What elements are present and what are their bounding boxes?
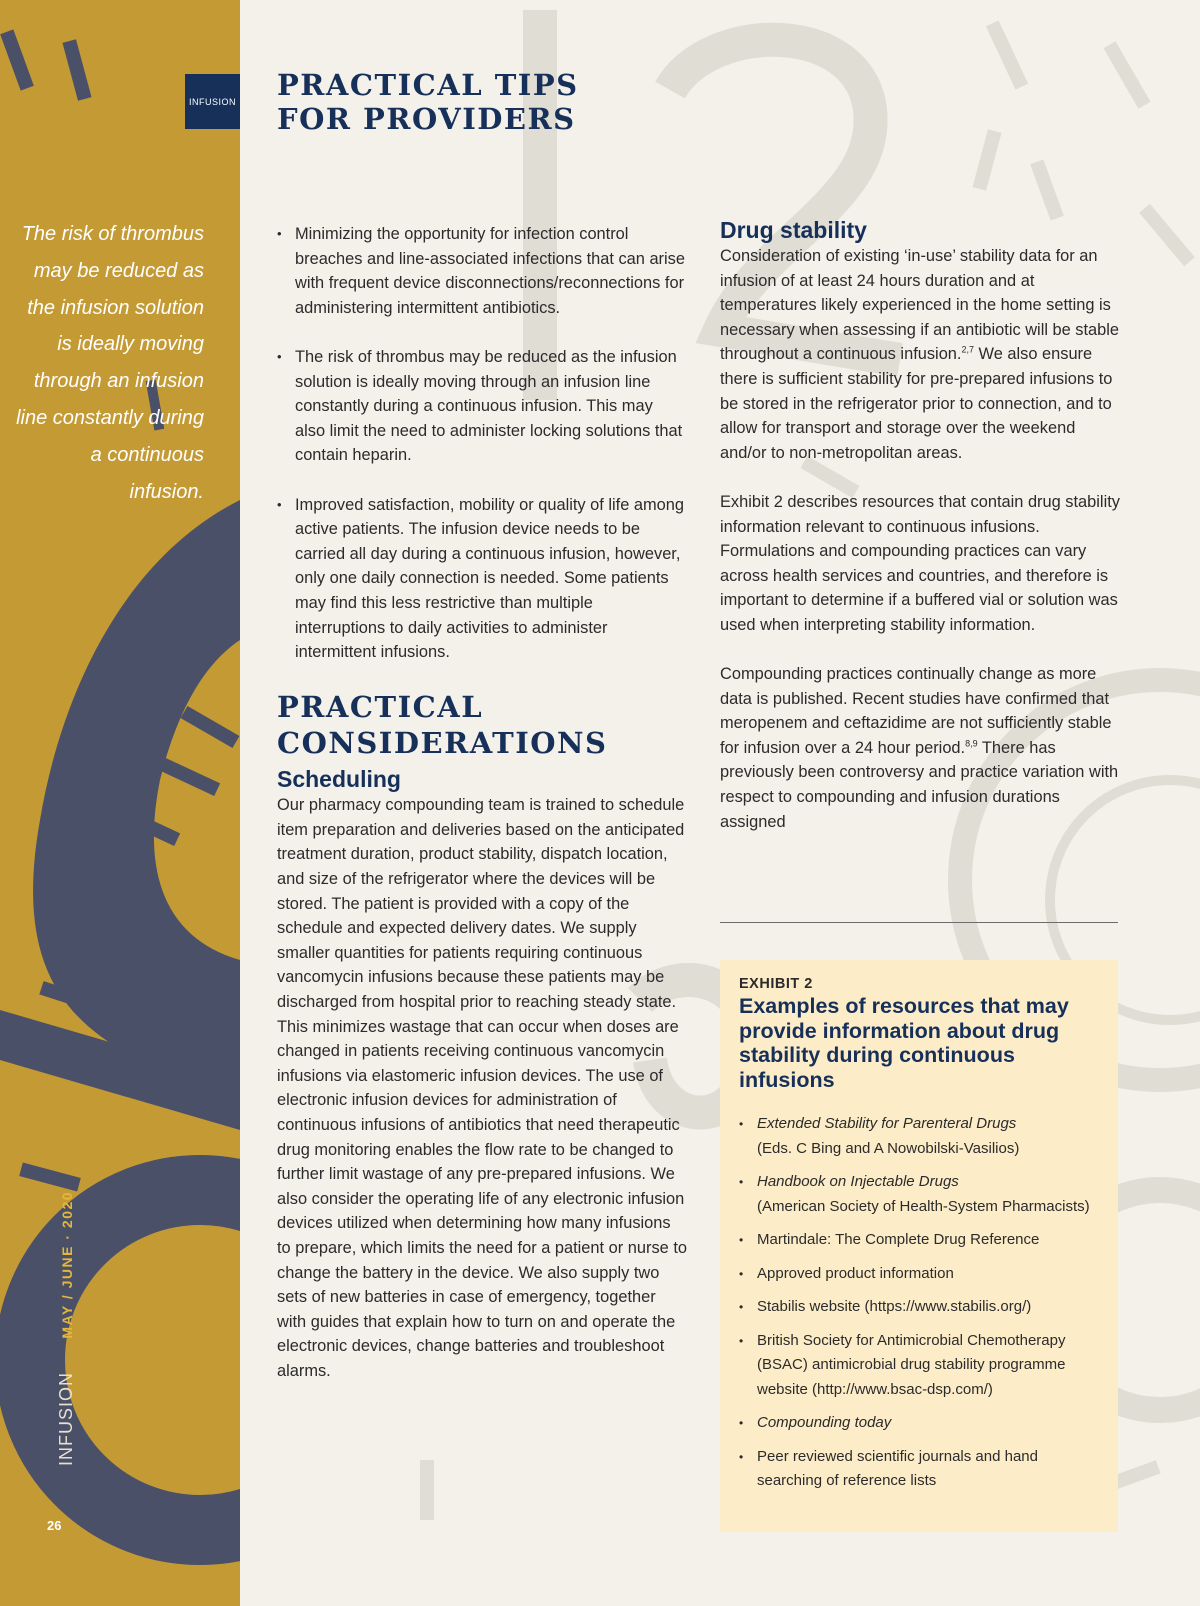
brand-wordmark: INFUSION [56, 1371, 76, 1466]
stability-paragraph-3 [720, 662, 1125, 834]
resource-item: • Approved product information [739, 1262, 1100, 1287]
tips-list [277, 222, 687, 665]
title-line-1: PRACTICAL TIPS [277, 68, 579, 102]
citation-ref: 8,9 [965, 738, 978, 749]
resource-item [739, 1411, 1100, 1436]
page-number: 26 [47, 1518, 62, 1533]
scheduling-paragraph: Our pharmacy compounding team is trained to schedule item preparation and deliveries based on the anticipated treatment duration, product stability, dispatch location, and size of the refrigerator where the devices will be stored. The patient is provided with a copy of the schedule and expected delivery dates. We supply smaller quantities for patients requiring continuous vancomycin infusions because these patients may be discharged from hospital prior to reaching steady state. This minimizes wastage that can occur when doses are changed in patients receiving continuous vancomycin infusions via elastomeric infusion devices. The use of electronic infusion devices for administration of continuous infusions of antibiotics that need therapeutic drug monitoring enables the flow rate to be changed to further limit wastage of any pre-prepared infusions. We also consider the operating life of any electronic infusion devices utilized when determining how many infusions to prepare, which limits the need for a patient or nurse to change the battery in the device. We also supply two sets of new batteries in case of emergency, together with guides that explain how to turn on and operate the electronic devices, change batteries and troubleshoot alarms. [277, 796, 687, 1380]
resource-detail: (Eds. C Bing and A Nowobilski-Vasilios) [757, 1139, 1020, 1157]
resource-item: • Stabilis website (https://www.stabilis.org/) [739, 1295, 1100, 1320]
vertical-brand [56, 1191, 77, 1494]
citation-ref: 2,7 [961, 344, 974, 355]
resource-detail: (American Society of Health-System Pharmacists) [757, 1197, 1090, 1215]
pull-quote: The risk of thrombus may be reduced as the infusion solution is ideally moving through an infusion line constantly during a continuous infusion. [16, 223, 204, 503]
stability-text: We also ensure there is sufficient stability for pre-prepared infusions to be stored in the refrigerator prior to connection, and to allow for transport and storage over the weekend and/or to non-metropolitan areas. [720, 345, 1113, 462]
main-content [240, 0, 1200, 1606]
section-title-line-1: PRACTICAL [277, 690, 484, 725]
exhibit-title: Examples of resources that may provide information about drug stability during continuous infusions [739, 994, 1069, 1092]
exhibit-box [720, 960, 1118, 1532]
tip-item: • Improved satisfaction, mobility or quality of life among active patients. The infusion device needs to be carried all day during a continuous infusion, however, only one daily connection is needed. Some patients may find this less restrictive than multiple interruptions to daily activities to administer intermittent infusions. [277, 493, 687, 665]
stability-paragraph-1 [720, 244, 1125, 465]
sidebar [0, 0, 240, 1606]
left-column [277, 222, 687, 1408]
resource-title: Compounding today [757, 1414, 892, 1431]
right-column [720, 216, 1125, 859]
drug-stability-subhead: Drug stability [720, 217, 867, 243]
stability-text: There has previously been controversy and practice variation with respect to compounding and infusion durations assigned [720, 738, 1119, 831]
resource-title: Extended Stability for Parenteral Drugs [757, 1115, 1017, 1132]
infusion-logo: INFUSION [185, 74, 240, 129]
resource-item [739, 1112, 1100, 1161]
scheduling-subhead: Scheduling [277, 766, 401, 793]
tip-item: • Minimizing the opportunity for infection control breaches and line-associated infections that can arise with frequent device disconnections/reconnections for administering intermittent antibiotics. [277, 222, 687, 320]
resource-item: • British Society for Antimicrobial Chemotherapy (BSAC) antimicrobial drug stability programme website (http://www.bsac-dsp.com/) [739, 1329, 1100, 1403]
resource-item: • Peer reviewed scientific journals and hand searching of reference lists [739, 1445, 1100, 1494]
issue-date: MAY / JUNE · 2020 [59, 1190, 75, 1339]
exhibit-label: EXHIBIT 2 [739, 976, 813, 992]
resource-list [739, 1112, 1100, 1494]
stability-paragraph-2: Exhibit 2 describes resources that contain drug stability information relevant to continuous infusions. Formulations and compounding practices can vary across health services and countries, and therefore is important to determine if a buffered vial or solution was used when interpreting stability information. [720, 492, 1120, 634]
section-divider [720, 922, 1118, 923]
tip-item: • The risk of thrombus may be reduced as the infusion solution is ideally moving through an infusion line constantly during a continuous infusion. This may also limit the need to administer locking solutions that contain heparin. [277, 345, 687, 468]
stability-text: Compounding practices continually change as more data is published. Recent studies have confirmed that meropenem and ceftazidime are not sufficiently stable for infusion over a 24 hour period. [720, 665, 1112, 757]
page-title [277, 68, 579, 136]
section-title-line-2: CONSIDERATIONS [277, 726, 608, 761]
section-title [277, 689, 687, 761]
stability-text: Consideration of existing ‘in-use’ stability data for an infusion of at least 24 hours duration and at temperatures likely experienced in the home setting is necessary when assessing if an antibiotic will be stable throughout a continuous infusion. [720, 247, 1120, 364]
resource-item [739, 1170, 1100, 1219]
title-line-2: FOR PROVIDERS [277, 102, 576, 136]
resource-title: Handbook on Injectable Drugs [757, 1173, 959, 1190]
resource-item: • Martindale: The Complete Drug Reference [739, 1228, 1100, 1253]
